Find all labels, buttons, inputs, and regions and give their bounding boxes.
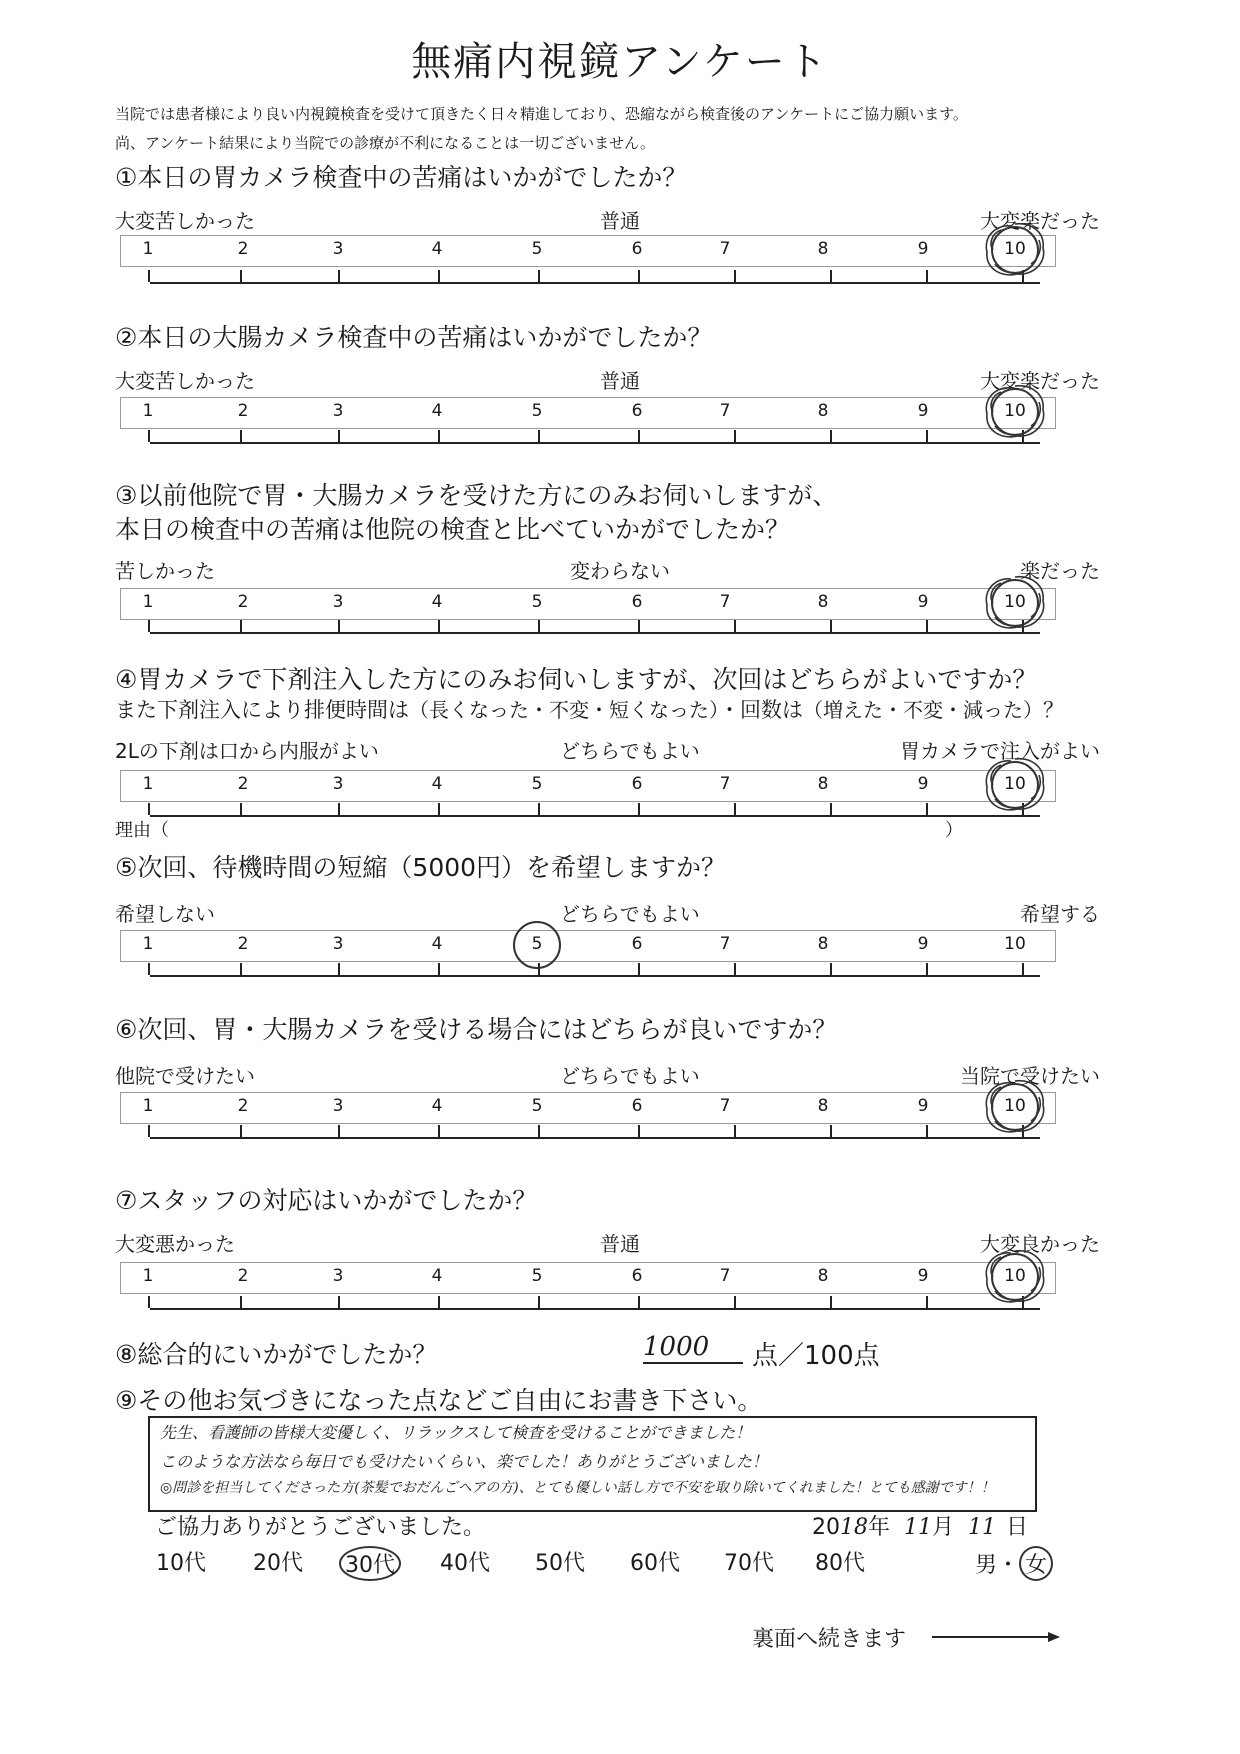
q6-tick bbox=[926, 1125, 928, 1137]
q1-option-4[interactable]: 4 bbox=[431, 239, 443, 259]
q7-left-label: 大変悪かった bbox=[115, 1232, 235, 1256]
q5-option-10[interactable]: 10 bbox=[1004, 934, 1026, 954]
q1-mid-label: 普通 bbox=[600, 209, 640, 233]
q4-line2-part-1: また下剤注入により排便時間は bbox=[115, 698, 409, 722]
arrow-right-icon bbox=[932, 1630, 1062, 1644]
q7-tick bbox=[240, 1296, 242, 1308]
q4-line2-part-2: （長くなった・不変・短くなった） bbox=[409, 698, 719, 722]
q5-scale-line bbox=[150, 975, 1040, 977]
gender-options bbox=[975, 1546, 1053, 1581]
q6-option-9[interactable]: 9 bbox=[917, 1096, 929, 1116]
q1-tick bbox=[338, 270, 340, 282]
q5-text: ⑤次回、待機時間の短縮（5000円）を希望しますか？ bbox=[115, 853, 727, 882]
q4-option-3[interactable]: 3 bbox=[332, 774, 344, 794]
q6-tick bbox=[148, 1125, 150, 1137]
q4-tick bbox=[538, 803, 540, 815]
q5-tick bbox=[1022, 963, 1024, 975]
q1-tick bbox=[734, 270, 736, 282]
q1-option-9[interactable]: 9 bbox=[917, 239, 929, 259]
q3-option-9[interactable]: 9 bbox=[917, 592, 929, 612]
q1-option-6[interactable]: 6 bbox=[631, 239, 643, 259]
q1-option-1[interactable]: 1 bbox=[142, 239, 154, 259]
q1-right-label: 大変楽だった bbox=[980, 209, 1100, 233]
age-option-2[interactable]: 20代 bbox=[253, 1551, 303, 1576]
q3-tick bbox=[538, 620, 540, 632]
q5-mid-label: どちらでもよい bbox=[560, 902, 700, 926]
date-field[interactable] bbox=[812, 1510, 1028, 1541]
q5-option-1[interactable]: 1 bbox=[142, 934, 154, 954]
age-option-5[interactable]: 50代 bbox=[535, 1551, 585, 1576]
q2-option-6[interactable]: 6 bbox=[631, 401, 643, 421]
gender-male[interactable]: 男 bbox=[975, 1553, 998, 1578]
reason-label: 理由（ bbox=[115, 820, 169, 841]
q3-answer-scribble-icon bbox=[981, 573, 1049, 631]
q4-option-7[interactable]: 7 bbox=[719, 774, 731, 794]
q1-option-10[interactable]: 10 bbox=[1004, 239, 1026, 259]
q6-tick bbox=[438, 1125, 440, 1137]
q3-option-8[interactable]: 8 bbox=[817, 592, 829, 612]
q7-option-6[interactable]: 6 bbox=[631, 1266, 643, 1286]
q2-option-2[interactable]: 2 bbox=[237, 401, 249, 421]
q2-tick bbox=[438, 430, 440, 442]
q1-tick bbox=[638, 270, 640, 282]
q6-tick bbox=[830, 1125, 832, 1137]
gender-female[interactable]: 女 bbox=[1019, 1546, 1053, 1581]
q2-tick bbox=[148, 430, 150, 442]
q7-option-10[interactable]: 10 bbox=[1004, 1266, 1026, 1286]
q7-option-8[interactable]: 8 bbox=[817, 1266, 829, 1286]
q4-tick bbox=[638, 803, 640, 815]
q4-option-4[interactable]: 4 bbox=[431, 774, 443, 794]
thanks-text: ご協力ありがとうございました。 bbox=[155, 1515, 486, 1540]
date-month: 11 bbox=[904, 1515, 933, 1540]
q4-text-line2 bbox=[115, 694, 1064, 724]
q1-option-7[interactable]: 7 bbox=[719, 239, 731, 259]
q3-option-7[interactable]: 7 bbox=[719, 592, 731, 612]
q9-text: ⑨その他お気づきになった点などご自由にお書き下さい。 bbox=[115, 1386, 763, 1415]
q3-text-line2: 本日の検査中の苦痛は他院の検査と比べていかがでしたか？ bbox=[115, 515, 791, 544]
q6-option-10[interactable]: 10 bbox=[1004, 1096, 1026, 1116]
q5-tick bbox=[734, 963, 736, 975]
q4-option-5[interactable]: 5 bbox=[531, 774, 543, 794]
q2-option-5[interactable]: 5 bbox=[531, 401, 543, 421]
date-year: 18 bbox=[840, 1515, 868, 1540]
q5-option-8[interactable]: 8 bbox=[817, 934, 829, 954]
q2-tick bbox=[538, 430, 540, 442]
q3-tick bbox=[926, 620, 928, 632]
q1-option-5[interactable]: 5 bbox=[531, 239, 543, 259]
age-option-4[interactable]: 40代 bbox=[440, 1551, 490, 1576]
q7-tick bbox=[638, 1296, 640, 1308]
q4-left-label: 2Lの下剤は口から内服がよい bbox=[115, 739, 379, 763]
q2-option-3[interactable]: 3 bbox=[332, 401, 344, 421]
q7-option-5[interactable]: 5 bbox=[531, 1266, 543, 1286]
q2-left-label: 大変苦しかった bbox=[115, 369, 255, 393]
q4-line2-part-5: ？ bbox=[1043, 698, 1064, 722]
q2-option-10[interactable]: 10 bbox=[1004, 401, 1026, 421]
q4-scale-line bbox=[150, 815, 1040, 817]
q3-option-10[interactable]: 10 bbox=[1004, 592, 1026, 612]
q3-left-label: 苦しかった bbox=[115, 559, 215, 583]
q2-tick bbox=[830, 430, 832, 442]
q2-right-label: 大変楽だった bbox=[980, 369, 1100, 393]
q4-option-10[interactable]: 10 bbox=[1004, 774, 1026, 794]
reason-close: ） bbox=[945, 820, 963, 841]
q7-option-2[interactable]: 2 bbox=[237, 1266, 249, 1286]
q2-tick bbox=[734, 430, 736, 442]
gender-separator: ・ bbox=[997, 1553, 1020, 1578]
q6-option-5[interactable]: 5 bbox=[531, 1096, 543, 1116]
q7-right-label: 大変良かった bbox=[980, 1232, 1100, 1256]
q5-tick bbox=[830, 963, 832, 975]
q4-line2-part-4: （増えた・不変・減った） bbox=[803, 698, 1043, 722]
q5-option-3[interactable]: 3 bbox=[332, 934, 344, 954]
q2-tick bbox=[926, 430, 928, 442]
q3-option-5[interactable]: 5 bbox=[531, 592, 543, 612]
q5-option-4[interactable]: 4 bbox=[431, 934, 443, 954]
q7-tick bbox=[734, 1296, 736, 1308]
q8-score-field[interactable] bbox=[643, 1332, 743, 1364]
q3-option-1[interactable]: 1 bbox=[142, 592, 154, 612]
q1-tick bbox=[926, 270, 928, 282]
q5-option-6[interactable]: 6 bbox=[631, 934, 643, 954]
q4-option-2[interactable]: 2 bbox=[237, 774, 249, 794]
q8-score-suffix: 点／100点 bbox=[752, 1341, 880, 1371]
q6-option-4[interactable]: 4 bbox=[431, 1096, 443, 1116]
q6-option-8[interactable]: 8 bbox=[817, 1096, 829, 1116]
q5-option-5[interactable]: 5 bbox=[531, 934, 543, 954]
q1-tick bbox=[538, 270, 540, 282]
q7-option-7[interactable]: 7 bbox=[719, 1266, 731, 1286]
q8-score-value: 1000 bbox=[643, 1332, 710, 1362]
q7-answer-scribble-icon bbox=[981, 1247, 1049, 1305]
date-prefix: 20 bbox=[812, 1515, 840, 1540]
q5-tick bbox=[240, 963, 242, 975]
q6-tick bbox=[538, 1125, 540, 1137]
q3-option-4[interactable]: 4 bbox=[431, 592, 443, 612]
q6-option-2[interactable]: 2 bbox=[237, 1096, 249, 1116]
q5-tick bbox=[926, 963, 928, 975]
comment-line-3: ◎問診を担当してくださった方(茶髪でおだんごヘアの方)、とても優しい話し方で不安を取り除いてくれました！とても感謝です！！ bbox=[160, 1480, 995, 1496]
q3-text: ③以前他院で胃・大腸カメラを受けた方にのみお伺いしますが、 bbox=[115, 481, 838, 510]
q3-right-label: 楽だった bbox=[1020, 559, 1100, 583]
comment-line-2: このような方法なら毎日でも受けたいくらい、楽でした！ありがとうございました！ bbox=[160, 1452, 769, 1471]
q7-tick bbox=[148, 1296, 150, 1308]
q4-tick bbox=[438, 803, 440, 815]
q4-text: ④胃カメラで下剤注入した方にのみお伺いしますが、次回はどちらがよいですか？ bbox=[115, 665, 1038, 694]
continue-text: 裏面へ続きます bbox=[752, 1627, 907, 1652]
q2-tick bbox=[638, 430, 640, 442]
q7-scale-line bbox=[150, 1308, 1040, 1310]
q2-mid-label: 普通 bbox=[600, 369, 640, 393]
q1-text: ①本日の胃カメラ検査中の苦痛はいかがでしたか？ bbox=[115, 163, 688, 192]
q5-option-7[interactable]: 7 bbox=[719, 934, 731, 954]
q4-mid-label: どちらでもよい bbox=[560, 739, 700, 763]
q6-tick bbox=[734, 1125, 736, 1137]
q7-option-1[interactable]: 1 bbox=[142, 1266, 154, 1286]
q1-scale-line bbox=[150, 282, 1040, 284]
q7-mid-label: 普通 bbox=[600, 1232, 640, 1256]
q5-tick bbox=[438, 963, 440, 975]
q4-tick bbox=[734, 803, 736, 815]
age-option-7[interactable]: 70代 bbox=[724, 1551, 774, 1576]
q3-option-3[interactable]: 3 bbox=[332, 592, 344, 612]
age-option-1[interactable]: 10代 bbox=[156, 1551, 206, 1576]
comment-line-1: 先生、看護師の皆様大変優しく、リラックスして検査を受けることができました！ bbox=[160, 1423, 752, 1442]
q7-tick bbox=[538, 1296, 540, 1308]
date-day-label: 日 bbox=[1006, 1515, 1029, 1540]
q3-tick bbox=[338, 620, 340, 632]
q6-option-1[interactable]: 1 bbox=[142, 1096, 154, 1116]
q2-option-9[interactable]: 9 bbox=[917, 401, 929, 421]
q4-option-6[interactable]: 6 bbox=[631, 774, 643, 794]
q1-answer-scribble-icon bbox=[981, 220, 1049, 278]
q6-right-label: 当院で受けたい bbox=[960, 1064, 1100, 1088]
q6-tick bbox=[338, 1125, 340, 1137]
q3-scale-line bbox=[150, 632, 1040, 634]
q3-tick bbox=[830, 620, 832, 632]
q2-option-7[interactable]: 7 bbox=[719, 401, 731, 421]
q4-option-8[interactable]: 8 bbox=[817, 774, 829, 794]
q1-tick bbox=[830, 270, 832, 282]
q3-tick bbox=[240, 620, 242, 632]
q3-option-2[interactable]: 2 bbox=[237, 592, 249, 612]
page-title: 無痛内視鏡アンケート bbox=[411, 39, 829, 85]
q2-answer-scribble-icon bbox=[981, 382, 1049, 440]
q5-tick bbox=[148, 963, 150, 975]
q4-tick bbox=[830, 803, 832, 815]
q4-tick bbox=[240, 803, 242, 815]
q6-tick bbox=[240, 1125, 242, 1137]
q5-tick bbox=[638, 963, 640, 975]
age-option-8[interactable]: 80代 bbox=[815, 1551, 865, 1576]
q3-mid-label: 変わらない bbox=[570, 559, 670, 583]
q3-option-6[interactable]: 6 bbox=[631, 592, 643, 612]
q2-tick bbox=[240, 430, 242, 442]
date-day: 11 bbox=[968, 1515, 997, 1540]
q5-right-label: 希望する bbox=[1020, 902, 1100, 926]
q2-option-4[interactable]: 4 bbox=[431, 401, 443, 421]
q7-tick bbox=[438, 1296, 440, 1308]
q5-option-9[interactable]: 9 bbox=[917, 934, 929, 954]
q7-option-3[interactable]: 3 bbox=[332, 1266, 344, 1286]
date-year-label: 年 bbox=[868, 1515, 891, 1540]
age-option-3[interactable]: 30代 bbox=[339, 1546, 401, 1581]
q3-tick bbox=[638, 620, 640, 632]
q6-text: ⑥次回、胃・大腸カメラを受ける場合にはどちらが良いですか？ bbox=[115, 1015, 838, 1044]
q2-tick bbox=[338, 430, 340, 442]
q4-option-1[interactable]: 1 bbox=[142, 774, 154, 794]
q6-option-3[interactable]: 3 bbox=[332, 1096, 344, 1116]
q2-option-8[interactable]: 8 bbox=[817, 401, 829, 421]
date-month-label: 月 bbox=[932, 1515, 955, 1540]
q6-tick bbox=[638, 1125, 640, 1137]
q2-option-1[interactable]: 1 bbox=[142, 401, 154, 421]
q6-option-7[interactable]: 7 bbox=[719, 1096, 731, 1116]
q1-tick bbox=[240, 270, 242, 282]
q4-line2-part-3: ・回数は bbox=[719, 698, 803, 722]
q5-answer-circle bbox=[513, 921, 561, 969]
q6-option-6[interactable]: 6 bbox=[631, 1096, 643, 1116]
q4-tick bbox=[338, 803, 340, 815]
q7-text: ⑦スタッフの対応はいかがでしたか？ bbox=[115, 1186, 538, 1215]
q6-scale-line bbox=[150, 1137, 1040, 1139]
q1-option-2[interactable]: 2 bbox=[237, 239, 249, 259]
q7-option-9[interactable]: 9 bbox=[917, 1266, 929, 1286]
q7-tick bbox=[830, 1296, 832, 1308]
q3-tick bbox=[438, 620, 440, 632]
q8-text: ⑧総合的にいかがでしたか？ bbox=[115, 1340, 438, 1369]
q6-answer-scribble-icon bbox=[981, 1077, 1049, 1135]
q2-text: ②本日の大腸カメラ検査中の苦痛はいかがでしたか？ bbox=[115, 323, 713, 352]
q4-right-label: 胃カメラで注入がよい bbox=[900, 739, 1100, 763]
q5-tick bbox=[338, 963, 340, 975]
q2-scale-line bbox=[150, 442, 1040, 444]
q1-option-3[interactable]: 3 bbox=[332, 239, 344, 259]
q1-tick bbox=[438, 270, 440, 282]
q1-tick bbox=[148, 270, 150, 282]
age-option-6[interactable]: 60代 bbox=[630, 1551, 680, 1576]
q1-left-label: 大変苦しかった bbox=[115, 209, 255, 233]
q3-tick bbox=[148, 620, 150, 632]
q4-option-9[interactable]: 9 bbox=[917, 774, 929, 794]
q6-left-label: 他院で受けたい bbox=[115, 1064, 255, 1088]
q4-answer-scribble-icon bbox=[981, 755, 1049, 813]
intro-line-1: 当院では患者様により良い内視鏡検査を受けて頂きたく日々精進しており、恐縮ながら検査後のアンケートにご協力願います。 bbox=[115, 105, 968, 123]
q3-tick bbox=[734, 620, 736, 632]
q4-tick bbox=[926, 803, 928, 815]
q7-tick bbox=[926, 1296, 928, 1308]
q6-mid-label: どちらでもよい bbox=[560, 1064, 700, 1088]
q4-tick bbox=[148, 803, 150, 815]
q5-option-2[interactable]: 2 bbox=[237, 934, 249, 954]
q7-option-4[interactable]: 4 bbox=[431, 1266, 443, 1286]
q5-left-label: 希望しない bbox=[115, 902, 215, 926]
intro-line-2: 尚、アンケート結果により当院での診療が不利になることは一切ございません。 bbox=[115, 134, 656, 152]
q1-option-8[interactable]: 8 bbox=[817, 239, 829, 259]
q7-tick bbox=[338, 1296, 340, 1308]
